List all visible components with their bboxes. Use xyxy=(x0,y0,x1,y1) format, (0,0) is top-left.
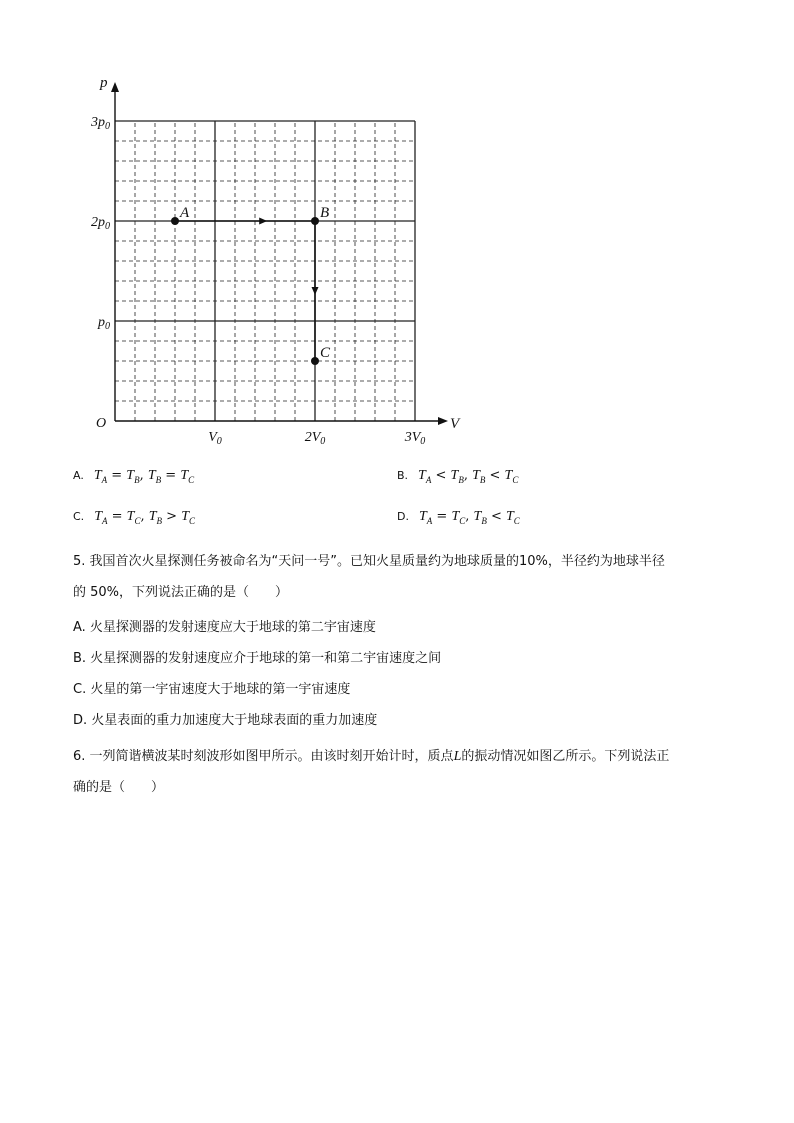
temperature-symbol: $T_C$ xyxy=(180,468,195,485)
relation-symbol: = xyxy=(161,468,181,483)
option-c-q4[interactable] xyxy=(73,509,195,526)
x-tick-label: $2V_0$ xyxy=(304,430,326,447)
temperature-symbol: $T_C$ xyxy=(126,509,141,526)
temperature-symbol: $T_B$ xyxy=(473,509,487,526)
question-5-number: 5. xyxy=(73,554,86,569)
option-b-q4[interactable] xyxy=(397,468,518,485)
process-path xyxy=(175,218,319,362)
relation-symbol: = xyxy=(432,509,452,524)
temperature-symbol: $T_A$ xyxy=(93,468,108,485)
relation-symbol: < xyxy=(485,468,505,483)
q5-choice-b[interactable]: B. 火星探测器的发射速度应介于地球的第一和第二宇宙速度之间 xyxy=(73,651,442,666)
temperature-symbol: $T_C$ xyxy=(504,468,519,485)
relation-symbol: = xyxy=(107,468,127,483)
temperature-symbol: $T_C$ xyxy=(181,509,196,526)
x-tick-label: $V_0$ xyxy=(208,430,222,447)
state-point-a xyxy=(171,217,179,225)
separator: , xyxy=(463,468,473,483)
state-point-c xyxy=(311,357,319,365)
option-a-q4[interactable] xyxy=(73,468,194,485)
question-5-stem xyxy=(73,546,733,608)
separator: , xyxy=(139,468,148,483)
separator: , xyxy=(140,509,149,524)
option-letter: D. xyxy=(397,510,409,523)
state-label-b: B xyxy=(320,205,330,221)
temperature-symbol: $T_B$ xyxy=(147,468,162,485)
state-point-b xyxy=(311,217,319,225)
temperature-symbol: $T_C$ xyxy=(451,509,466,526)
state-label-c: C xyxy=(320,345,331,361)
x-tick-label: $3V_0$ xyxy=(404,430,426,447)
q5-choice-c[interactable]: C. 火星的第一宇宙速度大于地球的第一宇宙速度 xyxy=(73,682,351,697)
question-5-line1: 我国首次火星探测任务被命名为“天问一号”。已知火星质量约为地球质量的10%，半径约为地球半径 xyxy=(89,554,665,569)
temperature-symbol: $T_A$ xyxy=(418,509,433,526)
process-direction-arrow xyxy=(312,287,319,295)
relation-symbol: = xyxy=(107,509,127,524)
temperature-symbol: $T_A$ xyxy=(418,468,432,485)
question-6-number: 6. xyxy=(73,749,86,764)
question-6-line1b: 的振动情况如图乙所示。下列说法正 xyxy=(461,749,670,764)
question-5-line2: 的 50%，下列说法正确的是（ ） xyxy=(73,585,289,600)
temperature-symbol: $T_C$ xyxy=(505,509,520,526)
temperature-symbol: $T_A$ xyxy=(94,509,108,526)
y-tick-label: $p_0$ xyxy=(98,315,110,332)
temperature-symbol: $T_B$ xyxy=(148,509,163,526)
option-letter: B. xyxy=(397,469,409,482)
minor-grid xyxy=(115,121,415,421)
relation-symbol: < xyxy=(431,468,451,483)
separator: , xyxy=(465,509,474,524)
p-axis-arrow xyxy=(111,82,119,92)
major-grid xyxy=(115,121,415,421)
relation-symbol: < xyxy=(486,509,506,524)
option-letter: C. xyxy=(73,510,85,523)
temperature-symbol: $T_B$ xyxy=(126,468,140,485)
particle-l-symbol: L xyxy=(453,749,462,764)
y-tick-label: $3p_0$ xyxy=(91,115,110,132)
temperature-symbol: $T_B$ xyxy=(472,468,486,485)
axes xyxy=(111,82,448,425)
q5-choice-d[interactable]: D. 火星表面的重力加速度大于地球表面的重力加速度 xyxy=(73,713,378,728)
process-direction-arrow xyxy=(259,218,267,225)
option-letter: A. xyxy=(73,469,84,482)
question-6-stem xyxy=(73,741,733,803)
q5-choice-a[interactable]: A. 火星探测器的发射速度应大于地球的第二宇宙速度 xyxy=(73,620,376,635)
temperature-symbol: $T_B$ xyxy=(450,468,464,485)
relation-symbol: > xyxy=(162,509,182,524)
p-axis-label: p xyxy=(100,75,108,91)
v-axis-label: V xyxy=(450,416,460,432)
pv-diagram xyxy=(0,0,794,460)
v-axis-arrow xyxy=(438,417,448,425)
option-d-q4[interactable] xyxy=(397,509,520,526)
question-6-line1a: 一列简谐横波某时刻波形如图甲所示。由该时刻开始计时，质点 xyxy=(89,749,454,764)
y-tick-label: $2p_0$ xyxy=(91,215,110,232)
question-6-line2: 确的是（ ） xyxy=(73,780,165,795)
state-label-a: A xyxy=(180,205,190,221)
origin-label: O xyxy=(96,416,107,431)
